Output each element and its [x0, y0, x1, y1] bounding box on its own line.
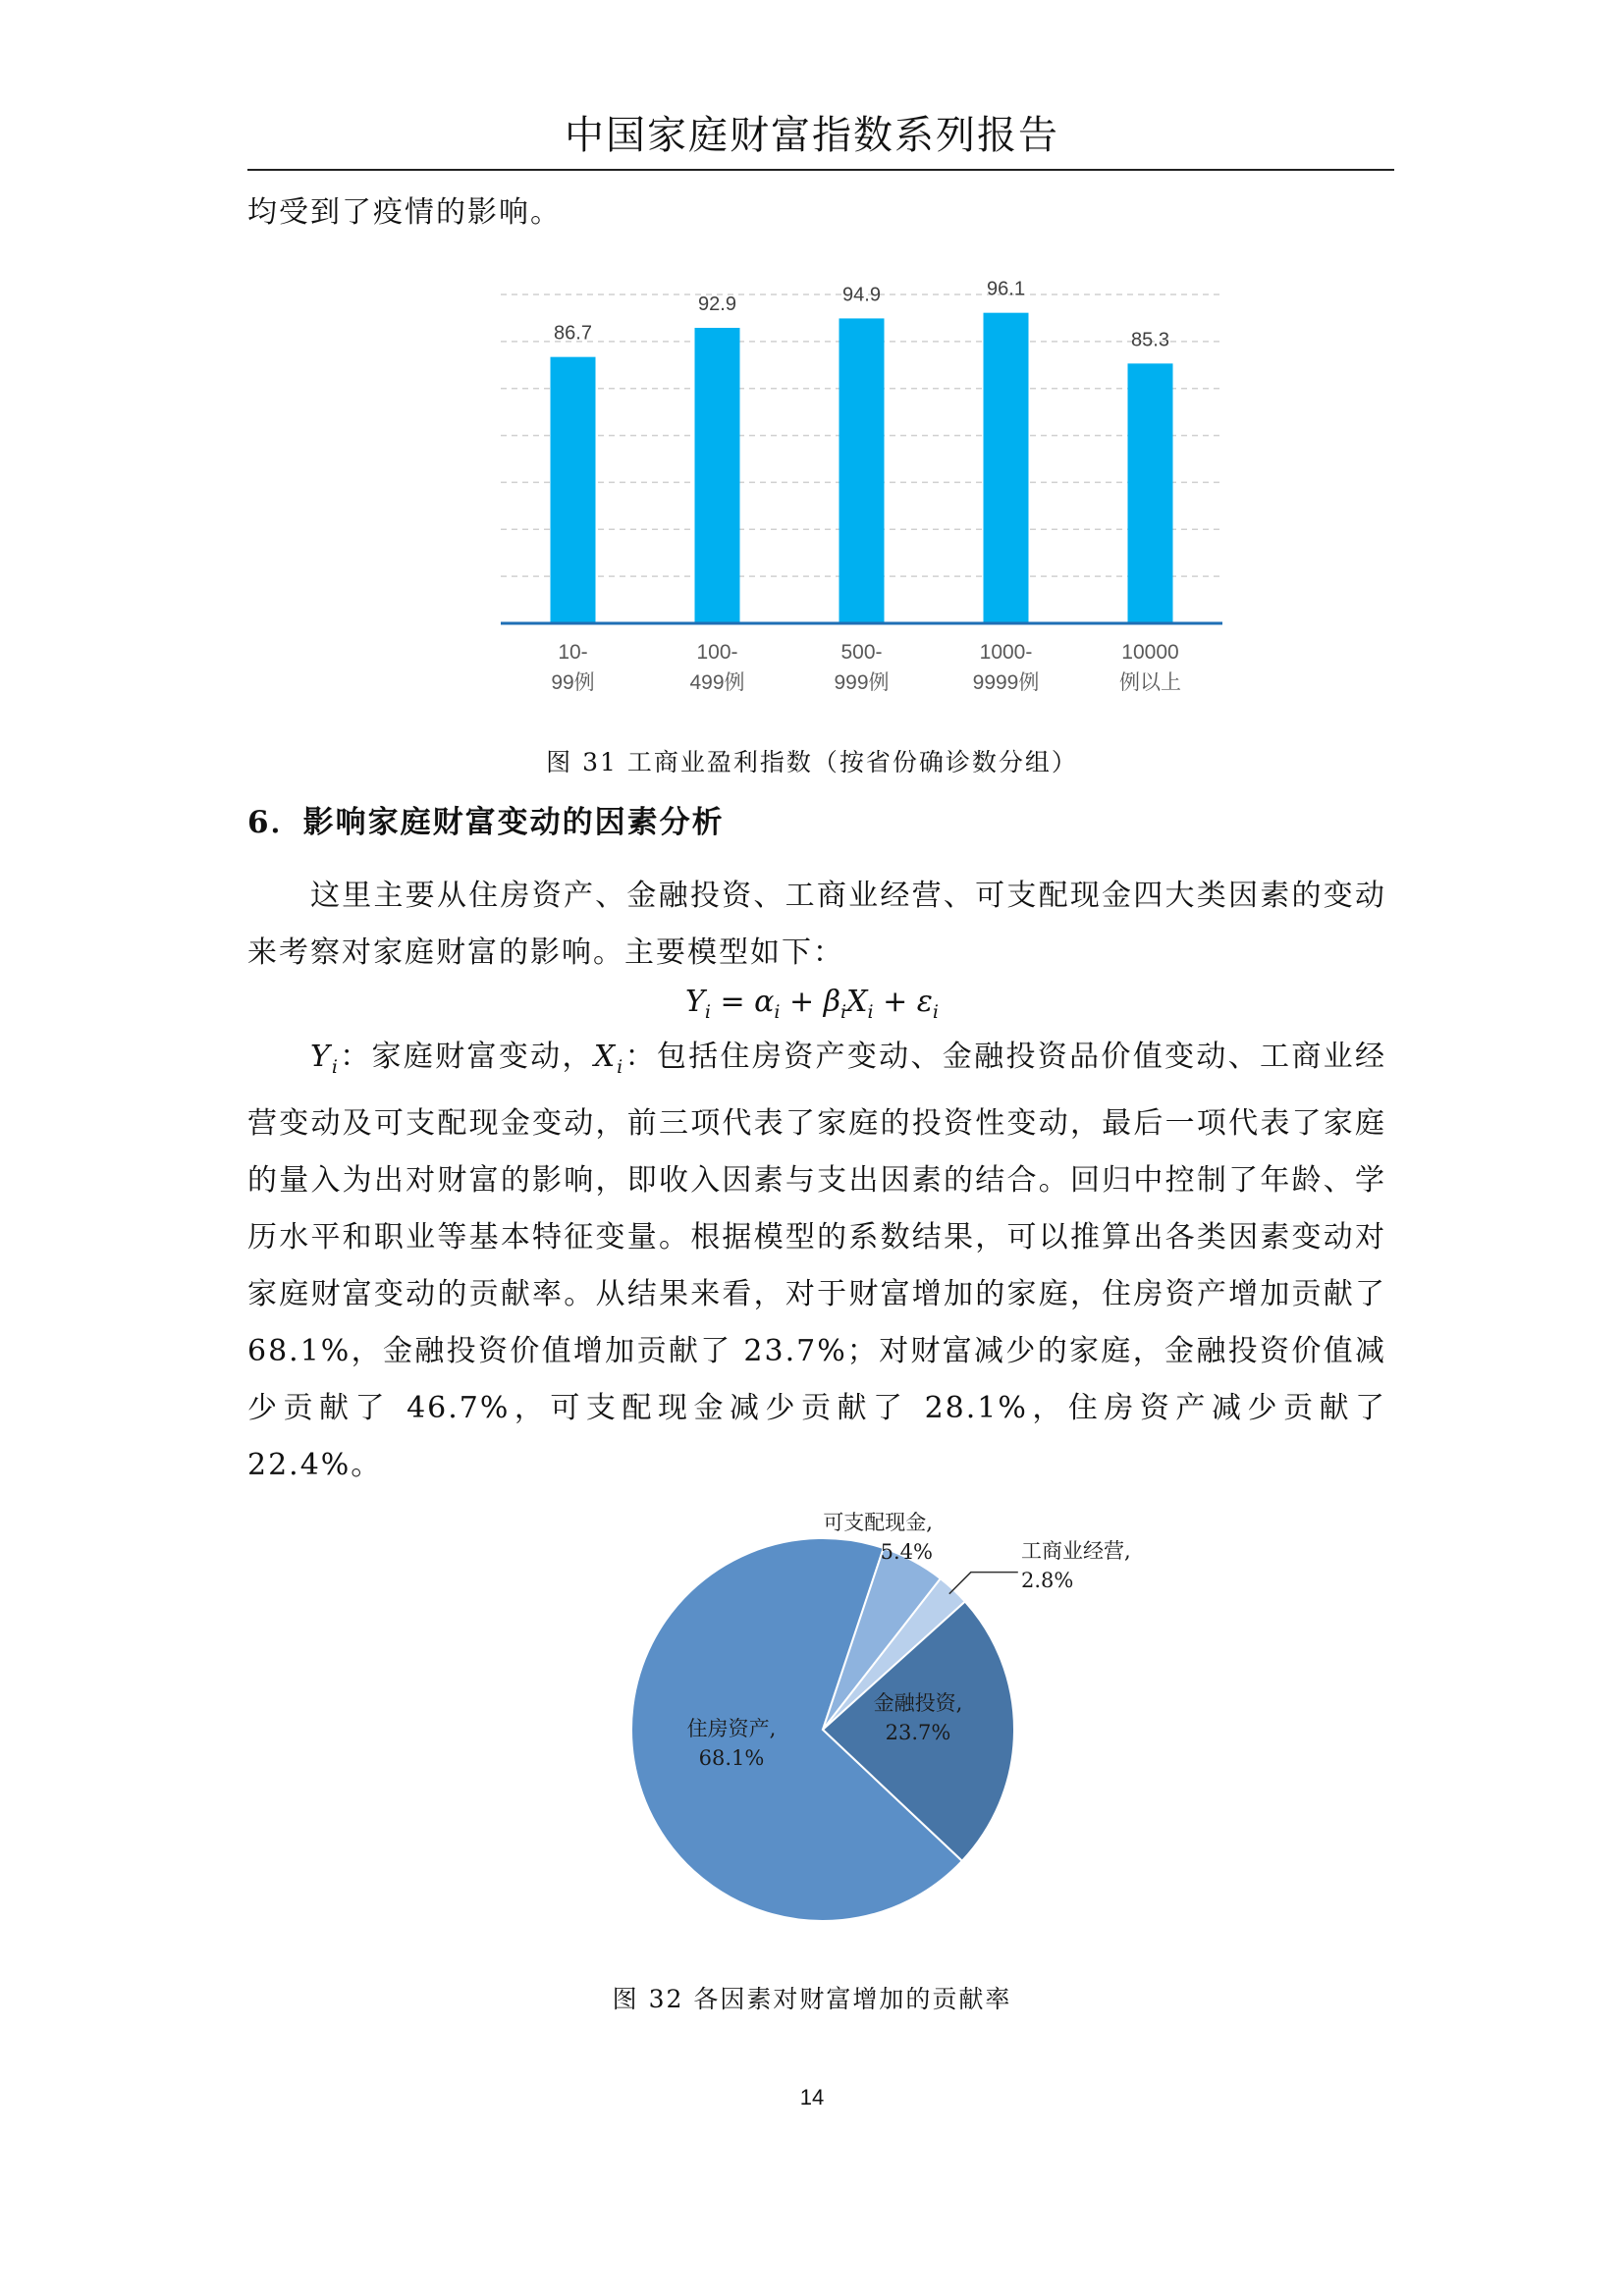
intro-paragraph: 这里主要从住房资产、金融投资、工商业经营、可支配现金四大类因素的变动来考察对家庭财富的影响。主要模型如下： [247, 879, 1386, 970]
var-x: $X_i$ [593, 1040, 625, 1078]
bar-value-label: 86.7 [554, 322, 592, 345]
bar [984, 313, 1029, 623]
model-formula: $Y_i = \alpha_i + \beta_iX_i + \varepsilon_i$ [685, 985, 939, 1023]
pie-slice-label: 住房资产, [686, 1717, 777, 1740]
category-label: 99例 [551, 671, 595, 694]
bar-chart [491, 270, 1237, 721]
category-label: 9999例 [972, 671, 1040, 694]
category-label: 100- [696, 641, 738, 664]
pie-slice-label: 工商业经营, [1021, 1539, 1131, 1563]
category-label: 499例 [689, 671, 745, 694]
category-label: 999例 [834, 671, 890, 694]
pie-chart [550, 1502, 1198, 1944]
page-number: 14 [799, 2085, 825, 2109]
pie-slice-value: 2.8% [1021, 1569, 1074, 1592]
bar-value-label: 96.1 [987, 278, 1025, 300]
header-rule [247, 169, 1394, 171]
bar [551, 357, 596, 623]
pie-slice-label: 可支配现金, [823, 1511, 933, 1534]
category-label: 10- [558, 641, 588, 664]
bar [839, 318, 885, 623]
figure-32-caption: 图 32 各因素对财富增加的贡献率 [612, 1985, 1012, 2013]
paragraph-top: 均受到了疫情的影响。 [247, 195, 562, 230]
bar-value-label: 92.9 [698, 293, 736, 315]
category-label: 500- [840, 641, 883, 664]
pie-slice-label: 金融投资, [873, 1691, 963, 1715]
pie-slice-value: 23.7% [885, 1721, 951, 1744]
bar-value-label: 85.3 [1131, 329, 1169, 351]
formula-lhs: Y [685, 985, 705, 1019]
pie-slice-value: 5.4% [880, 1540, 933, 1564]
pie-slice-value: 68.1% [698, 1746, 765, 1770]
section-heading: 6．影响家庭财富变动的因素分析 [247, 805, 725, 840]
leader-line [949, 1573, 1018, 1594]
bar-value-label: 94.9 [842, 284, 881, 306]
bar [1128, 363, 1173, 623]
page-header-title: 中国家庭财富指数系列报告 [565, 113, 1059, 158]
figure-31-caption: 图 31 工商业盈利指数（按省份确诊数分组） [546, 748, 1078, 776]
definition-paragraph: $Y_i$：家庭财富变动，$X_i$：包括住房资产变动、金融投资品价值变动、工商业经营变动及可支配现金变动，前三项代表了家庭的投资性变动，最后一项代表了家庭的量入为出对财富的影响，即收入因素与支出因素的结合。回归中控制了年龄、学历水平和职业等基本特征变量。根据模型的系数结果，可以推算出各类因素变动对家庭财富变动的贡献率。从结果来看，对于财富增加的家庭，住房资产增加贡献了 68.1%，金融投资价值增加贡献了 23.7%；对财富减少的家庭，金融投资价值减少贡献了 46.7%，可支配现金减少贡献了 28.1%，住房资产减少贡献了 22.4%。 [247, 1040, 1387, 1482]
category-label: 例以上 [1119, 671, 1181, 694]
bar [695, 328, 740, 623]
category-label: 10000 [1121, 641, 1179, 664]
category-label: 1000- [979, 641, 1033, 664]
var-y: $Y_i$ [310, 1040, 340, 1078]
